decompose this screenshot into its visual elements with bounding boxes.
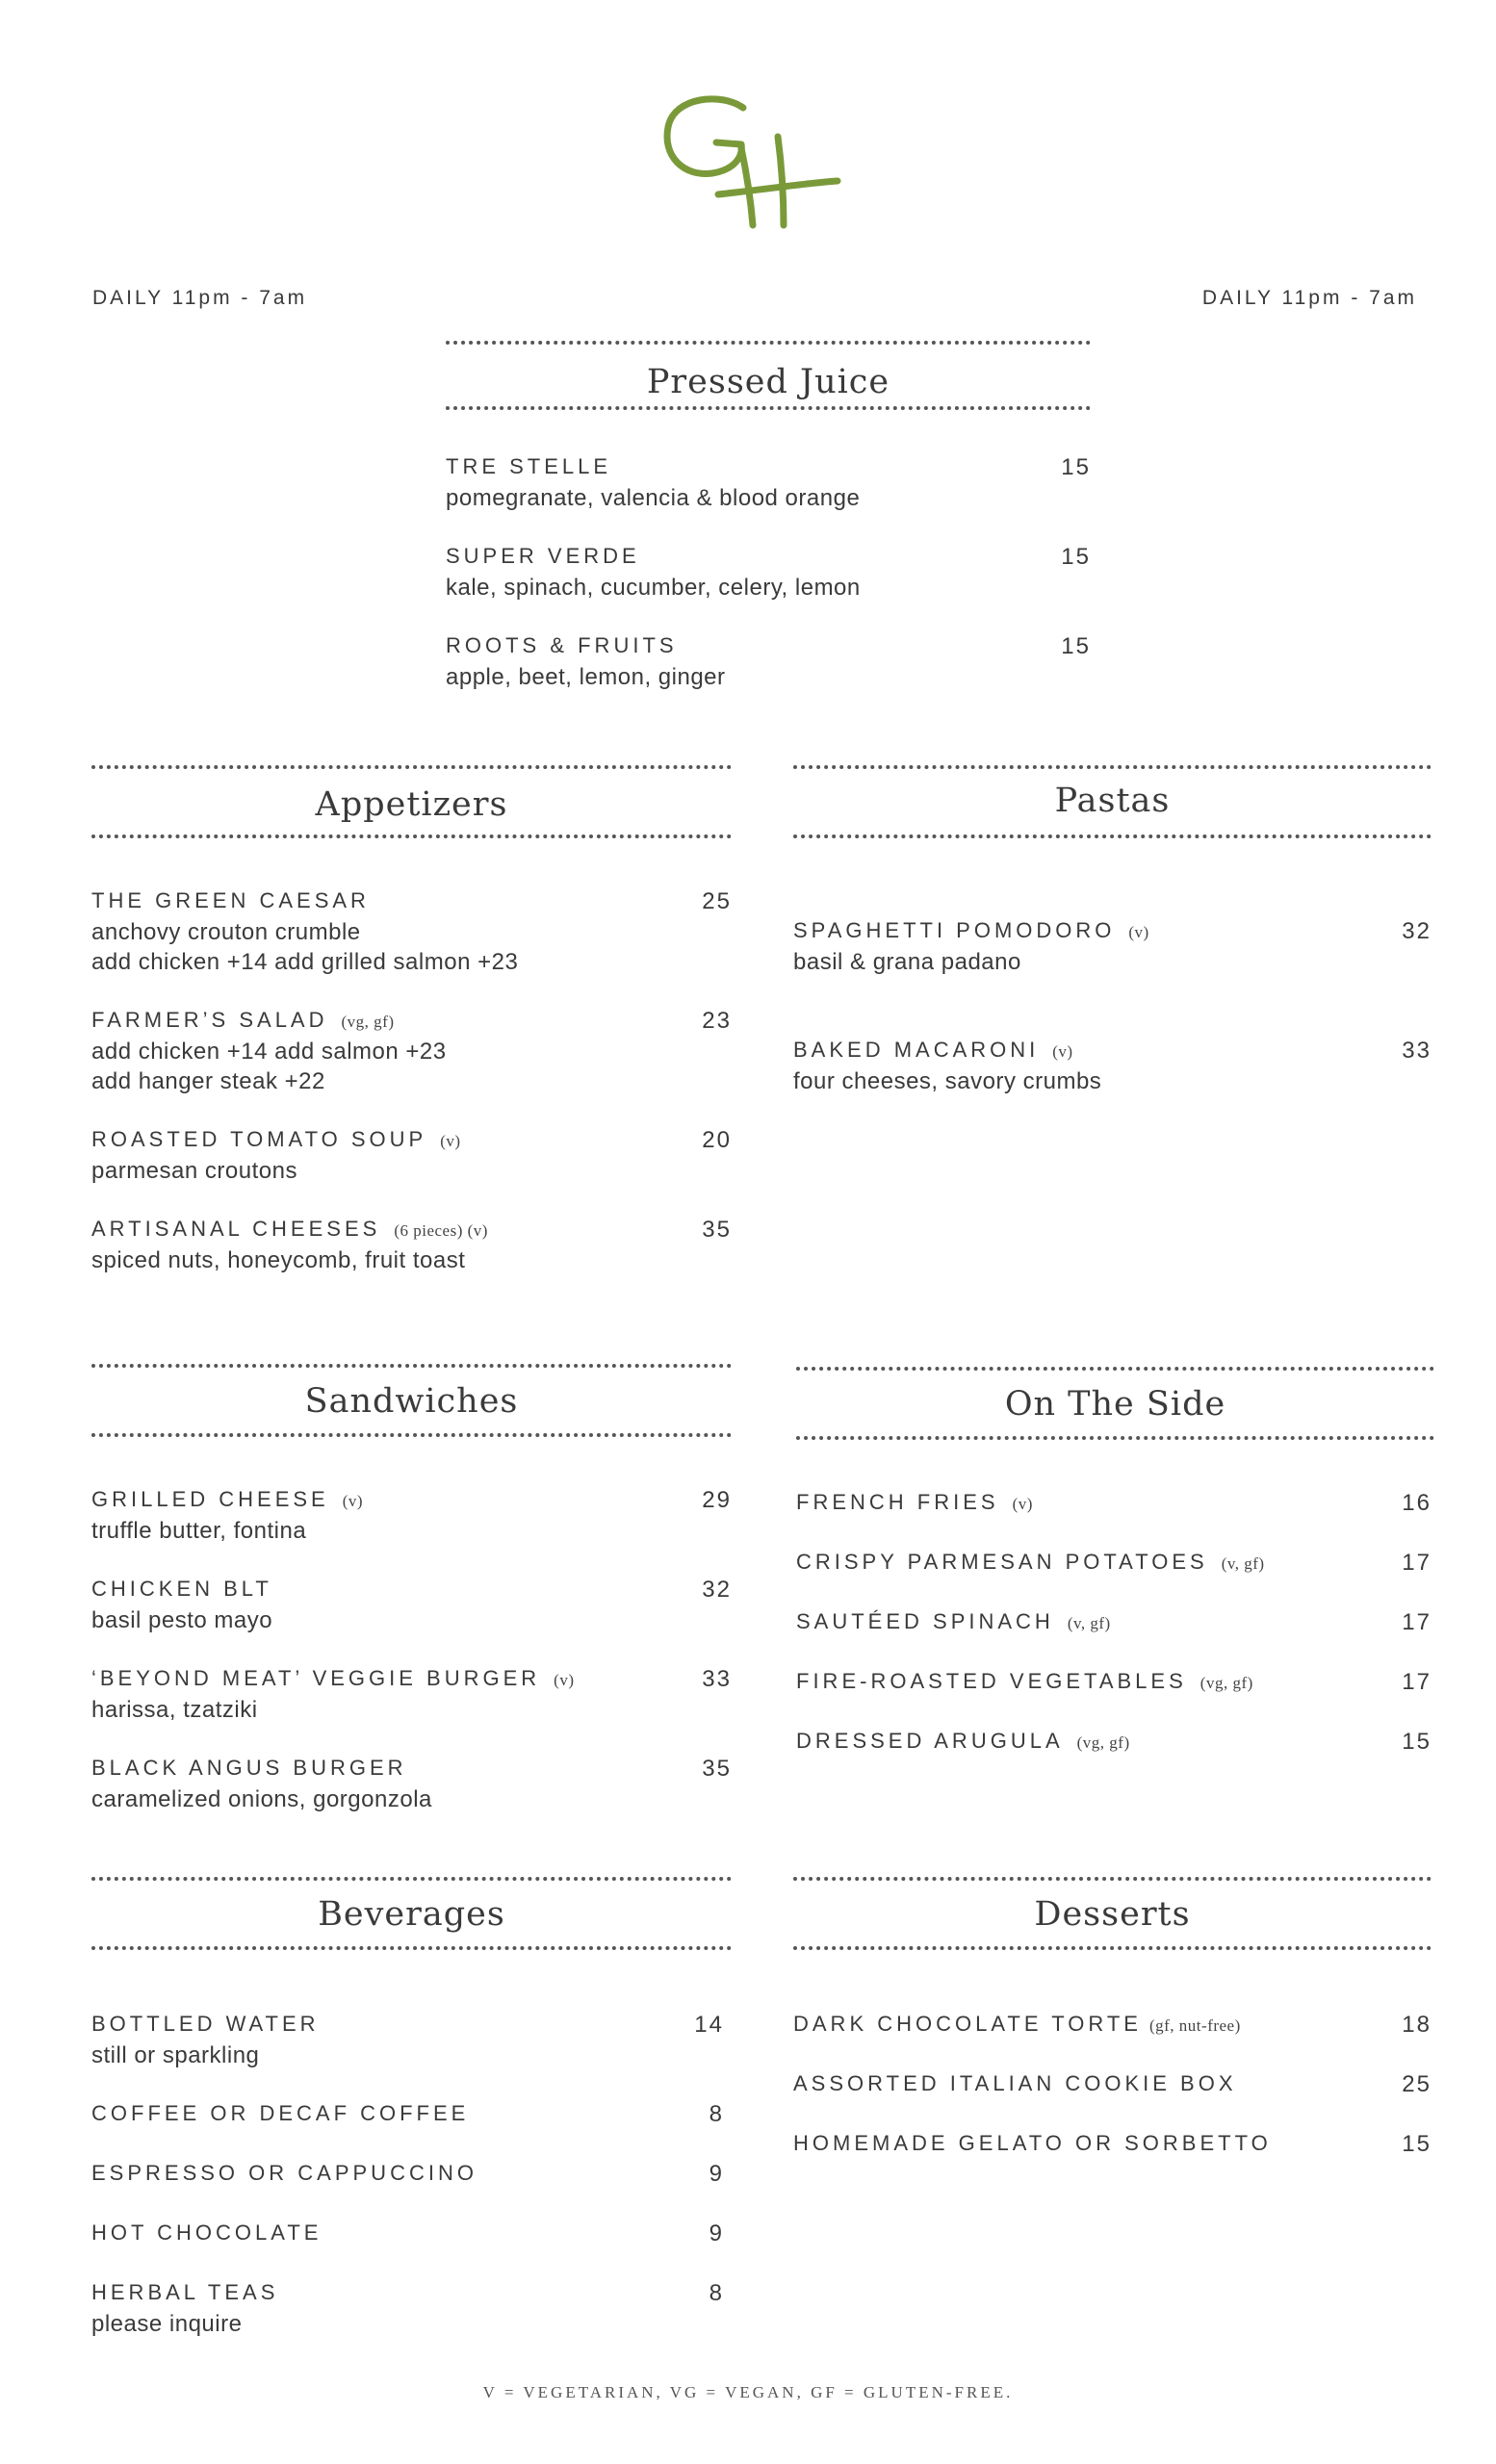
item-name: DARK CHOCOLATE TORTE: [793, 2012, 1142, 2036]
item-name: ARTISANAL CHEESES: [91, 1217, 381, 1241]
item-diet-tag: (v): [1128, 923, 1149, 941]
menu-item: [91, 888, 732, 977]
divider: [796, 1367, 1434, 1371]
divider: [446, 406, 1091, 410]
item-description: apple, beet, lemon, ginger: [446, 664, 726, 690]
item-name: HOT CHOCOLATE: [91, 2220, 322, 2245]
divider: [793, 1946, 1432, 1950]
section-on-the-side: [796, 1367, 1434, 1771]
section-title: On The Side: [1004, 1385, 1226, 1424]
menu-item: [793, 2131, 1432, 2160]
item-name: HERBAL TEAS: [91, 2280, 279, 2304]
divider: [91, 1946, 732, 1950]
menu-item: [91, 2101, 724, 2130]
item-diet-tag: (vg, gf): [341, 1013, 395, 1031]
item-description: basil pesto mayo: [91, 1607, 273, 1633]
item-diet-tag: (vg, gf): [1199, 1674, 1253, 1692]
item-description: caramelized onions, gorgonzola: [91, 1786, 432, 1812]
menu-item: [91, 1756, 732, 1814]
item-diet-tag: (v): [1012, 1495, 1033, 1513]
item-name: HOMEMADE GELATO OR SORBETTO: [793, 2131, 1272, 2155]
divider: [91, 1433, 732, 1437]
item-diet-tag: (v, gf): [1221, 1554, 1265, 1573]
item-description: still or sparkling: [91, 2042, 260, 2068]
item-price: 32: [1402, 918, 1432, 944]
section-pastas: [793, 765, 1432, 1112]
menu-item: [446, 544, 1091, 603]
menu-item: [91, 2012, 724, 2070]
item-name: BLACK ANGUS BURGER: [91, 1756, 407, 1780]
divider: [793, 834, 1432, 838]
menu-item: [793, 2012, 1432, 2040]
menu-item: [793, 1038, 1432, 1096]
divider: [91, 765, 732, 769]
menu-item: [793, 918, 1432, 977]
item-description: add chicken +14 add grilled salmon +23: [91, 949, 519, 975]
menu-item: [91, 1666, 732, 1725]
item-description: basil & grana padano: [793, 949, 1021, 975]
item-description: kale, spinach, cucumber, celery, lemon: [446, 575, 861, 601]
item-diet-tag: (vg, gf): [1076, 1733, 1130, 1752]
item-description: please inquire: [91, 2311, 243, 2337]
item-price: 25: [702, 888, 732, 914]
item-description: pomegranate, valencia & blood orange: [446, 485, 861, 511]
item-price: 17: [1402, 1669, 1432, 1695]
menu-item: [91, 2161, 724, 2190]
item-description: parmesan croutons: [91, 1158, 297, 1184]
menu-item: [796, 1669, 1432, 1698]
divider: [91, 1877, 732, 1881]
item-name: ROASTED TOMATO SOUP: [91, 1127, 427, 1151]
section-title: Sandwiches: [304, 1382, 519, 1421]
item-diet-tag: (v): [342, 1492, 364, 1510]
item-price: 15: [1402, 2131, 1432, 2157]
item-diet-tag: (gf, nut-free): [1148, 2016, 1241, 2035]
item-price: 25: [1402, 2071, 1432, 2097]
item-description: four cheeses, savory crumbs: [793, 1068, 1102, 1094]
item-price: 9: [709, 2161, 724, 2187]
item-price: 15: [1402, 1729, 1432, 1755]
item-price: 35: [702, 1217, 732, 1243]
section-title: Appetizers: [315, 785, 508, 824]
item-price: 17: [1402, 1550, 1432, 1576]
section-title: Beverages: [318, 1895, 505, 1934]
item-price: 8: [709, 2101, 724, 2127]
item-name: TRE STELLE: [446, 454, 612, 478]
menu-item: [91, 1577, 732, 1635]
divider: [796, 1436, 1434, 1440]
item-name: BAKED MACARONI: [793, 1038, 1040, 1062]
menu-item: [796, 1490, 1432, 1519]
hours-right: DAILY 11pm - 7am: [1201, 287, 1417, 309]
item-name: CRISPY PARMESAN POTATOES: [796, 1550, 1208, 1574]
item-price: 14: [694, 2012, 724, 2038]
item-description: harissa, tzatziki: [91, 1697, 258, 1723]
item-name: SPAGHETTI POMODORO: [793, 918, 1116, 942]
item-name: ROOTS & FRUITS: [446, 633, 678, 657]
divider: [91, 1364, 732, 1368]
item-name: FRENCH FRIES: [796, 1490, 999, 1514]
section-desserts: [793, 1877, 1432, 2166]
item-description: truffle butter, fontina: [91, 1518, 307, 1544]
item-name: ESPRESSO OR CAPPUCCINO: [91, 2161, 477, 2185]
item-price: 23: [702, 1008, 732, 1034]
item-name: SUPER VERDE: [446, 544, 640, 568]
item-description: add hanger steak +22: [91, 1068, 325, 1094]
item-name: SAUTÉED SPINACH: [796, 1609, 1054, 1633]
item-price: 29: [702, 1487, 732, 1513]
section-pressed-juice: [446, 341, 1091, 697]
item-name: BOTTLED WATER: [91, 2012, 320, 2036]
item-name: FIRE-ROASTED VEGETABLES: [796, 1669, 1187, 1693]
item-diet-tag: (v): [440, 1132, 461, 1150]
item-price: 9: [709, 2220, 724, 2246]
section-sandwiches: [91, 1364, 732, 1816]
menu-item: [796, 1609, 1432, 1638]
item-price: 32: [702, 1577, 732, 1603]
item-price: 15: [1061, 544, 1091, 570]
item-price: 18: [1402, 2012, 1432, 2038]
item-description: spiced nuts, honeycomb, fruit toast: [91, 1247, 466, 1273]
menu-item: [446, 633, 1091, 692]
item-name: COFFEE OR DECAF COFFEE: [91, 2101, 470, 2125]
menu-item: [796, 1729, 1432, 1758]
menu-item: [91, 2220, 724, 2249]
divider: [793, 1877, 1432, 1881]
item-price: 33: [702, 1666, 732, 1692]
menu-item: [91, 1127, 732, 1186]
menu-item: [793, 2071, 1432, 2100]
item-diet-tag: (v): [1052, 1042, 1073, 1061]
gh-monogram-icon: [655, 89, 847, 233]
item-description: anchovy crouton crumble: [91, 919, 361, 945]
item-name: THE GREEN CAESAR: [91, 888, 370, 912]
item-price: 35: [702, 1756, 732, 1782]
item-name: GRILLED CHEESE: [91, 1487, 329, 1511]
item-name: DRESSED ARUGULA: [796, 1729, 1064, 1753]
menu-item: [91, 1217, 732, 1275]
item-price: 15: [1061, 454, 1091, 480]
menu-item: [446, 454, 1091, 513]
menu-item: [91, 1008, 732, 1096]
divider: [793, 765, 1432, 769]
item-price: 15: [1061, 633, 1091, 659]
item-name: FARMER’S SALAD: [91, 1008, 328, 1032]
section-title: Pressed Juice: [646, 363, 890, 401]
menu-item: [796, 1550, 1432, 1578]
item-diet-tag: (v): [554, 1671, 575, 1689]
item-price: 16: [1402, 1490, 1432, 1516]
divider: [446, 341, 1091, 345]
item-description: add chicken +14 add salmon +23: [91, 1039, 447, 1065]
item-diet-tag: (6 pieces) (v): [394, 1221, 488, 1240]
hours-left: DAILY 11pm - 7am: [92, 287, 308, 309]
item-price: 33: [1402, 1038, 1432, 1064]
menu-item: [91, 1487, 732, 1546]
item-name: ASSORTED ITALIAN COOKIE BOX: [793, 2071, 1237, 2095]
divider: [91, 834, 732, 838]
item-price: 17: [1402, 1609, 1432, 1635]
section-title: Pastas: [1054, 782, 1171, 820]
item-price: 20: [702, 1127, 732, 1153]
item-diet-tag: (v, gf): [1067, 1614, 1111, 1632]
item-name: CHICKEN BLT: [91, 1577, 272, 1601]
section-title: Desserts: [1034, 1895, 1191, 1934]
menu-item: [91, 2280, 724, 2339]
section-beverages: [91, 1877, 732, 2348]
diet-legend-footnote: V = VEGETARIAN, VG = VEGAN, GF = GLUTEN-FREE.: [482, 2383, 1014, 2401]
section-appetizers: [91, 765, 732, 1285]
item-name: ‘BEYOND MEAT’ VEGGIE BURGER: [91, 1666, 541, 1690]
item-price: 8: [709, 2280, 724, 2306]
